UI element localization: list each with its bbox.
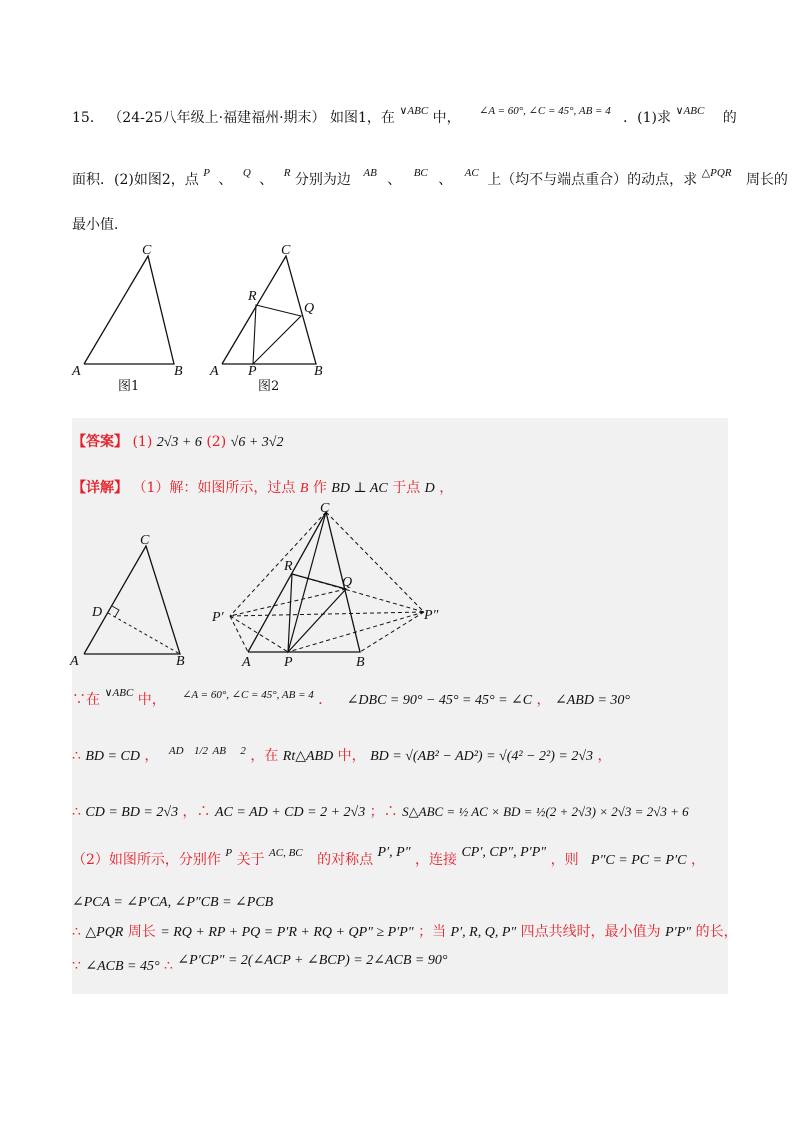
therefore-symbol: ∴ bbox=[72, 748, 81, 764]
detail-text: ， bbox=[536, 692, 551, 708]
label-c: C bbox=[320, 501, 330, 516]
detail-line-5 bbox=[72, 845, 705, 871]
segment-c-p2 bbox=[326, 512, 424, 612]
detail-line-7 bbox=[72, 922, 738, 943]
formula: AD bbox=[168, 745, 184, 757]
figure-altitude bbox=[68, 528, 198, 668]
given-conditions: ∠A = 60°, ∠C = 45°, AB = 4 bbox=[479, 105, 611, 117]
side-bc: BC bbox=[413, 167, 428, 179]
question-number: 15． bbox=[72, 110, 104, 126]
formula: P′, P″ bbox=[377, 845, 411, 860]
detail-line-6 bbox=[72, 892, 273, 913]
formula: P″C = PC = P′C bbox=[591, 853, 687, 868]
formula: = RQ + RP + PQ = P′R + RQ + QP″ ≥ P′P″ bbox=[160, 925, 414, 940]
segment-p2-p bbox=[288, 612, 424, 652]
given-conditions: ∠A = 60°, ∠C = 45°, AB = 4 bbox=[182, 689, 314, 701]
formula: S△ABC = ½ AC × BD = ½(2 + 2√3) × 2√3 = 2√3 + 6 bbox=[402, 804, 689, 819]
label-b: B bbox=[176, 654, 185, 668]
triangle-pqr: △PQR bbox=[85, 925, 124, 940]
side-ac: AC bbox=[464, 167, 479, 179]
formula: BD ⊥ AC bbox=[331, 481, 388, 496]
segment-p1-p2 bbox=[230, 612, 424, 616]
label-q: Q bbox=[342, 575, 353, 590]
label-r: R bbox=[284, 559, 293, 574]
detail-text: ；当 bbox=[418, 924, 447, 940]
question-line-1 bbox=[72, 105, 737, 129]
triangle-abc-shape bbox=[84, 546, 180, 654]
point-p: P bbox=[203, 167, 210, 179]
detail-text: ， bbox=[439, 480, 454, 496]
triangle-abc: ∨ABC bbox=[104, 687, 134, 699]
formula: Rt△ABD bbox=[282, 749, 334, 764]
detail-text: ，在 bbox=[250, 748, 279, 764]
because-symbol: ∵ bbox=[72, 958, 81, 974]
detail-text: （1）解：如图所示，过点 bbox=[132, 480, 296, 496]
detail-text: ． bbox=[318, 692, 333, 708]
label-p: P bbox=[248, 364, 257, 379]
answer-part-1-label: (1) bbox=[132, 434, 153, 450]
question-text: 上（均不与端点重合）的动点，求 bbox=[487, 172, 698, 188]
question-line-3 bbox=[72, 215, 128, 235]
triangle-abc: ∨ABC bbox=[399, 105, 429, 117]
answer-value-2: √6 + 3√2 bbox=[230, 435, 284, 450]
formula: BD = √(AB² − AD²) = √(4² − 2²) = 2√3 bbox=[370, 749, 594, 764]
detail-text: ∵在 bbox=[72, 692, 100, 708]
detail-line-1 bbox=[72, 478, 453, 499]
question-text: 最小值． bbox=[72, 217, 128, 233]
detail-text: ， bbox=[144, 748, 159, 764]
question-text: ．(1)求 bbox=[623, 110, 672, 126]
formula: 2 bbox=[240, 745, 246, 757]
detail-line-4 bbox=[72, 802, 689, 823]
formula: ∠ACB = 45° bbox=[85, 959, 160, 974]
label-b: B bbox=[356, 655, 365, 670]
label-a: A bbox=[242, 655, 251, 670]
label-p-double-prime: P″ bbox=[424, 608, 439, 623]
detail-text: ， bbox=[690, 852, 705, 868]
answer-part-2-label: (2) bbox=[206, 434, 227, 450]
question-text: 中， bbox=[432, 110, 461, 126]
figure-2-caption: 图2 bbox=[258, 379, 280, 394]
formula: ∠PCA = ∠P′CA, ∠P″CB = ∠PCB bbox=[72, 895, 274, 910]
detail-text: 关于 bbox=[236, 852, 265, 868]
separator: 、 bbox=[438, 172, 453, 188]
question-text: 如图1，在 bbox=[330, 110, 395, 126]
formula: CD = BD = 2√3 bbox=[85, 805, 179, 820]
label-a: A bbox=[70, 654, 79, 668]
detail-text: 中， bbox=[337, 748, 366, 764]
detail-text: ， bbox=[597, 748, 612, 764]
therefore-symbol: ∴ bbox=[72, 924, 81, 940]
triangle-pqr: △PQR bbox=[701, 167, 732, 179]
detail-line-2 bbox=[72, 687, 630, 711]
formula: P′P″ bbox=[665, 925, 692, 940]
detail-text: 中， bbox=[137, 692, 166, 708]
question-source: （24-25八年级上·福建福州·期末） bbox=[108, 110, 326, 126]
detail-line-3 bbox=[72, 746, 611, 767]
segment-p1-p bbox=[230, 616, 288, 652]
answer-value-1: 2√3 + 6 bbox=[156, 435, 202, 450]
formula: AB bbox=[212, 745, 226, 757]
figure-2 bbox=[208, 240, 333, 400]
detail-tag: 【详解】 bbox=[72, 480, 128, 496]
point-b: B bbox=[299, 481, 309, 496]
point-d: D bbox=[424, 481, 435, 496]
formula: P′, R, Q, P″ bbox=[450, 925, 517, 940]
formula: ∠DBC = 90° − 45° = 45° = ∠C bbox=[346, 693, 533, 708]
triangle-abc-shape bbox=[84, 256, 174, 364]
label-p-prime: P′ bbox=[212, 610, 224, 625]
detail-text: （2）如图所示，分别作 bbox=[72, 852, 221, 868]
question-text: 的 bbox=[722, 110, 737, 126]
label-c: C bbox=[142, 243, 152, 258]
label-a: A bbox=[72, 364, 81, 379]
label-r: R bbox=[248, 289, 257, 304]
formula: AC = AD + CD = 2 + 2√3 bbox=[214, 805, 366, 820]
triangle-pqr-shape bbox=[288, 574, 346, 652]
side-ab: AB bbox=[363, 167, 377, 179]
segment-p2-b bbox=[360, 612, 424, 652]
detail-text: 的对称点 bbox=[317, 852, 374, 868]
answer-line bbox=[72, 432, 283, 453]
label-a: A bbox=[210, 364, 219, 379]
segment-q-p1 bbox=[230, 589, 346, 616]
triangle-abc: ∨ABC bbox=[675, 105, 705, 117]
label-b: B bbox=[174, 364, 183, 379]
detail-text: 的长， bbox=[695, 924, 738, 940]
point-r: R bbox=[283, 167, 291, 179]
point-q: Q bbox=[242, 167, 251, 179]
separator: 、 bbox=[218, 172, 233, 188]
label-b: B bbox=[314, 364, 323, 379]
separator: 、 bbox=[259, 172, 274, 188]
label-q: Q bbox=[304, 301, 315, 316]
formula: BD = CD bbox=[85, 749, 140, 764]
therefore-symbol: ∴ bbox=[164, 958, 173, 974]
triangle-pqr-shape bbox=[253, 305, 301, 364]
formula: ∠ABD = 30° bbox=[555, 693, 630, 708]
detail-text: ，则 bbox=[550, 852, 579, 868]
formula: ∠P′CP″ = 2(∠ACP + ∠BCP) = 2∠ACB = 90° bbox=[177, 953, 448, 968]
therefore-symbol: ∴ bbox=[72, 804, 81, 820]
right-angle-mark bbox=[112, 606, 119, 617]
formula: AC, BC bbox=[269, 847, 303, 859]
detail-line-8 bbox=[72, 953, 448, 977]
detail-text: 周长 bbox=[127, 924, 156, 940]
answer-tag: 【答案】 bbox=[72, 434, 128, 450]
question-text: 面积．(2)如图2，点 bbox=[72, 172, 199, 188]
question-line-2 bbox=[72, 167, 788, 191]
fraction: 1/2 bbox=[193, 745, 209, 757]
detail-text: 四点共线时，最小值为 bbox=[520, 924, 661, 940]
figure-1-caption: 图1 bbox=[118, 379, 140, 394]
label-d: D bbox=[92, 605, 103, 620]
question-text: 周长的 bbox=[745, 172, 788, 188]
detail-text: 作 bbox=[312, 480, 327, 496]
separator: 、 bbox=[387, 172, 402, 188]
figure-1 bbox=[70, 240, 190, 400]
point-p: P bbox=[225, 847, 233, 859]
question-text: 分别为边 bbox=[294, 172, 351, 188]
detail-text: 于点 bbox=[392, 480, 421, 496]
label-c: C bbox=[140, 533, 150, 548]
label-p: P bbox=[284, 655, 293, 670]
formula: CP′, CP″, P′P″ bbox=[461, 845, 547, 860]
figure-reflection bbox=[210, 500, 450, 672]
detail-text: ，∴ bbox=[182, 804, 211, 820]
detail-text: ，连接 bbox=[415, 852, 457, 868]
label-c: C bbox=[281, 243, 291, 258]
detail-text: ；∴ bbox=[369, 804, 398, 820]
